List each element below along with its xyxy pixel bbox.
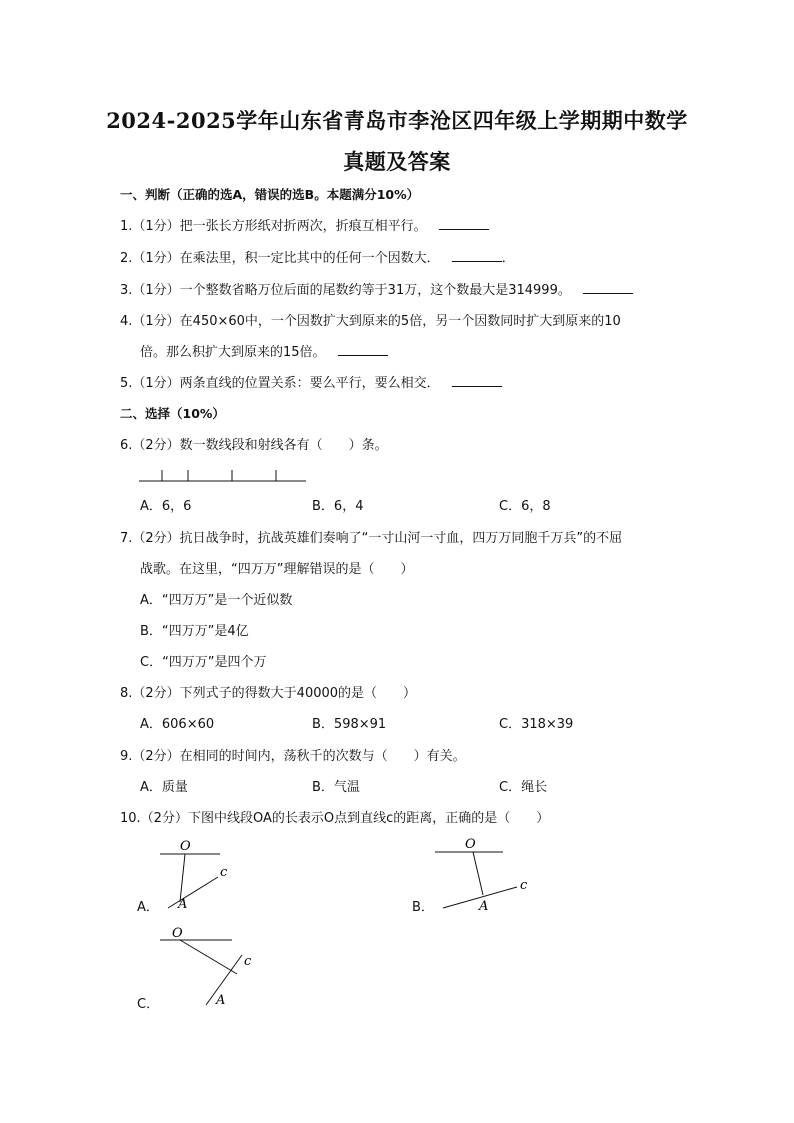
q8-option-c: C．318×39 <box>499 717 574 732</box>
q9-option-a: A．质量 <box>140 780 188 795</box>
document-title-line2: 真题及答案 <box>343 149 451 174</box>
segment-oa <box>473 852 483 895</box>
q8-option-a: A．606×60 <box>140 717 215 732</box>
line-segments-figure <box>138 466 308 488</box>
q9-option-c: C．绳长 <box>499 780 548 795</box>
answer-blank <box>452 374 502 387</box>
section2-heading: 二、选择（10%） <box>120 406 225 421</box>
line-c-label: c <box>520 878 528 893</box>
answer-blank <box>338 343 388 356</box>
answer-blank <box>452 249 502 262</box>
line-c-label: c <box>244 954 252 969</box>
question-6-text: 6.（2分）数一数线段和射线各有（ ）条。 <box>120 438 388 453</box>
point-o-label: O <box>172 926 183 941</box>
question-3 <box>120 281 633 300</box>
q10-option-a-label: A． <box>137 900 159 915</box>
q7-option-c: C．“四万万”是四个万 <box>140 655 267 670</box>
q10-option-c-label: C． <box>137 997 160 1012</box>
segment-oa <box>180 940 237 974</box>
answer-blank <box>439 217 489 230</box>
answer-blank <box>583 281 633 294</box>
point-a-label: A <box>216 993 226 1008</box>
line-c <box>168 877 218 908</box>
q10-figure-a <box>150 832 250 912</box>
point-o-label: O <box>465 837 476 852</box>
point-o-label: O <box>180 839 191 854</box>
question-4-line1: 4.（1分）在450×60中，一个因数扩大到原来的5倍，另一个因数同时扩大到原来的10 <box>120 314 621 329</box>
q7-option-b: B．“四万万”是4亿 <box>140 624 249 639</box>
question-2-tail: ． <box>501 251 515 266</box>
question-3-text: 3.（1分）一个整数省略万位后面的尾数约等于31万，这个数最大是314999。 <box>120 283 571 298</box>
q7-option-a: A．“四万万”是一个近似数 <box>140 593 293 608</box>
q8-option-b: B．598×91 <box>312 717 387 732</box>
question-5 <box>120 374 502 393</box>
question-7-line1: 7.（2分）抗日战争时，抗战英雄们奏响了“一寸山河一寸血，四万万同胞千万兵”的不屈 <box>120 531 623 546</box>
question-2-text: 2.（1分）在乘法里，积一定比其中的任何一个因数大． <box>120 251 440 266</box>
q10-figure-c <box>150 922 270 1012</box>
question-1 <box>120 217 489 236</box>
question-1-text: 1.（1分）把一张长方形纸对折两次，折痕互相平行。 <box>120 219 427 234</box>
q6-option-c: C．6，8 <box>499 499 551 514</box>
question-7-line2: 战歌。在这里，“四万万”理解错误的是（ ） <box>140 562 414 577</box>
question-2 <box>120 249 515 268</box>
question-4-text2: 倍。那么积扩大到原来的15倍。 <box>140 345 326 360</box>
q10-option-b-label: B． <box>412 900 434 915</box>
question-4-line2 <box>140 343 388 362</box>
point-a-label: A <box>178 897 188 912</box>
q9-option-b: B．气温 <box>312 780 360 795</box>
line-c-label: c <box>220 865 228 880</box>
q10-figure-b <box>425 832 535 912</box>
point-a-label: A <box>479 899 489 912</box>
question-10-text: 10.（2分）下图中线段OA的长表示O点到直线c的距离，正确的是（ ） <box>120 811 550 826</box>
q6-option-a: A．6，6 <box>140 499 192 514</box>
question-8-text: 8.（2分）下列式子的得数大于40000的是（ ） <box>120 686 417 701</box>
section1-heading: 一、判断（正确的选A，错误的选B。本题满分10%） <box>120 187 420 202</box>
question-9-text: 9.（2分）在相同的时间内，荡秋千的次数与（ ）有关。 <box>120 749 466 764</box>
document-title-line1: 2024-2025学年山东省青岛市李沧区四年级上学期期中数学 <box>106 108 688 133</box>
question-5-text: 5.（1分）两条直线的位置关系：要么平行，要么相交． <box>120 376 440 391</box>
segment-oa <box>180 854 185 902</box>
q6-option-b: B．6，4 <box>312 499 364 514</box>
